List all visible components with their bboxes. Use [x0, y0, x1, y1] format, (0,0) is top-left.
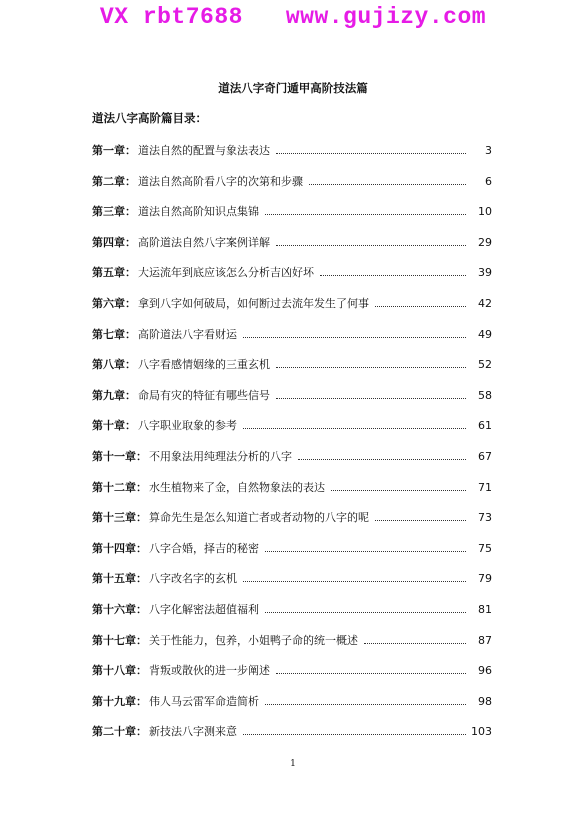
toc-chapter-title: 道法自然高阶知识点集锦: [138, 205, 259, 219]
toc-entry: [92, 448, 492, 479]
toc-chapter-number: 第五章：: [92, 266, 136, 280]
toc-dot-leader: [243, 581, 466, 582]
toc-chapter-number: 第十三章：: [92, 511, 147, 525]
toc-dot-leader: [298, 459, 466, 460]
toc-chapter-number: 第一章：: [92, 144, 136, 157]
toc-page-number: 75: [478, 541, 492, 555]
toc-chapter-title: 命局有灾的特征有哪些信号: [138, 388, 270, 402]
toc-chapter-title: 新技法八字测来意: [149, 725, 237, 739]
toc-dot-leader: [243, 337, 466, 338]
toc-entry: [92, 693, 492, 724]
toc-page-number: 61: [478, 419, 492, 433]
toc-page-number: 103: [471, 725, 492, 739]
toc-page-number: 42: [478, 296, 492, 310]
toc-page-number: 98: [478, 694, 492, 708]
toc-dot-leader: [276, 367, 466, 368]
toc-page-number: 58: [478, 388, 492, 402]
toc-page-number: 71: [478, 480, 492, 494]
toc-chapter-number: 第二十章：: [92, 725, 147, 739]
toc-chapter-title: 背叛或散伙的进一步阐述: [149, 664, 270, 678]
toc-dot-leader: [276, 153, 466, 154]
toc-page-number: 39: [478, 266, 492, 280]
toc-page-number: 52: [478, 358, 492, 372]
toc-dot-leader: [276, 245, 466, 246]
toc-entry: [92, 723, 492, 754]
toc-page-number: 81: [478, 602, 492, 616]
toc-chapter-title: 八字职业取象的参考: [138, 419, 237, 433]
toc-chapter-number: 第十二章：: [92, 480, 147, 494]
toc-dot-leader: [265, 704, 466, 705]
toc-entry: [92, 142, 492, 173]
toc-chapter-number: 第四章：: [92, 235, 136, 249]
toc-page-number: 10: [478, 205, 492, 219]
toc-entry: [92, 173, 492, 204]
watermark-text: VX rbt7688 www.gujizy.com: [99, 4, 487, 30]
toc-entry: [92, 632, 492, 663]
toc-dot-leader: [243, 734, 466, 735]
toc-entry: [92, 662, 492, 693]
toc-page-number: 79: [478, 572, 492, 586]
toc-chapter-number: 第十七章：: [92, 633, 147, 647]
toc-dot-leader: [265, 214, 466, 215]
toc-chapter-title: 八字合婚，择吉的秘密: [149, 541, 259, 555]
toc-chapter-number: 第十章：: [92, 419, 136, 433]
toc-dot-leader: [243, 428, 466, 429]
toc-entry: [92, 387, 492, 418]
toc-chapter-number: 第十八章：: [92, 664, 147, 678]
toc-page-number: 49: [478, 327, 492, 341]
toc-dot-leader: [276, 398, 466, 399]
toc-page-number: 3: [485, 144, 492, 157]
toc-chapter-title: 伟人马云雷军命造简析: [149, 694, 259, 708]
toc-chapter-number: 第八章：: [92, 358, 136, 372]
toc-chapter-title: 算命先生是怎么知道亡者或者动物的八字的呢: [149, 511, 369, 525]
toc-chapter-title: 高阶道法八字看财运: [138, 327, 237, 341]
document-title: 道法八字奇门遁甲高阶技法篇: [218, 81, 368, 95]
toc-chapter-title: 大运流年到底应该怎么分析吉凶好坏: [138, 266, 314, 280]
toc-dot-leader: [276, 673, 466, 674]
toc-page-number: 96: [478, 664, 492, 678]
toc-page-number: 73: [478, 511, 492, 525]
toc-entry: [92, 264, 492, 295]
toc-dot-leader: [309, 184, 466, 185]
page-number: 1: [290, 759, 296, 769]
table-of-contents: [92, 142, 492, 754]
toc-chapter-number: 第九章：: [92, 388, 136, 402]
toc-chapter-number: 第十四章：: [92, 541, 147, 555]
toc-chapter-number: 第二章：: [92, 174, 136, 188]
toc-chapter-title: 关于性能力，包养，小姐鸭子命的统一概述: [149, 633, 358, 647]
toc-dot-leader: [265, 612, 466, 613]
toc-entry: [92, 295, 492, 326]
toc-chapter-title: 八字化解密法超值福利: [149, 602, 259, 616]
toc-dot-leader: [375, 306, 466, 307]
toc-chapter-number: 第十一章：: [92, 449, 147, 463]
toc-entry: [92, 570, 492, 601]
toc-dot-leader: [320, 275, 466, 276]
toc-dot-leader: [375, 520, 466, 521]
toc-dot-leader: [331, 490, 466, 491]
toc-chapter-title: 八字改名字的玄机: [149, 572, 237, 586]
toc-chapter-number: 第十九章：: [92, 694, 147, 708]
toc-entry: [92, 601, 492, 632]
toc-chapter-number: 第六章：: [92, 296, 136, 310]
toc-chapter-title: 高阶道法自然八字案例详解: [138, 235, 270, 249]
toc-entry: [92, 203, 492, 234]
toc-entry: [92, 479, 492, 510]
toc-entry: [92, 540, 492, 571]
toc-heading: 道法八字高阶篇目录：: [92, 111, 207, 125]
toc-chapter-title: 拿到八字如何破局，如何断过去流年发生了何事: [138, 296, 369, 310]
toc-entry: [92, 417, 492, 448]
toc-chapter-title: 不用象法用纯理法分析的八字: [149, 449, 292, 463]
toc-chapter-title: 水生植物来了金，自然物象法的表达: [149, 480, 325, 494]
toc-dot-leader: [364, 643, 466, 644]
toc-entry: [92, 234, 492, 265]
toc-page-number: 67: [478, 449, 492, 463]
toc-chapter-number: 第七章：: [92, 327, 136, 341]
toc-chapter-number: 第十六章：: [92, 602, 147, 616]
toc-chapter-title: 道法自然高阶看八字的次第和步骤: [138, 174, 303, 188]
toc-chapter-title: 道法自然的配置与象法表达: [138, 144, 270, 157]
toc-entry: [92, 509, 492, 540]
toc-page-number: 87: [478, 633, 492, 647]
toc-entry: [92, 326, 492, 357]
toc-chapter-number: 第三章：: [92, 205, 136, 219]
toc-entry: [92, 356, 492, 387]
toc-chapter-title: 八字看感情姻缘的三重玄机: [138, 358, 270, 372]
toc-dot-leader: [265, 551, 466, 552]
toc-chapter-number: 第十五章：: [92, 572, 147, 586]
toc-page-number: 29: [478, 235, 492, 249]
toc-page-number: 6: [485, 174, 492, 188]
